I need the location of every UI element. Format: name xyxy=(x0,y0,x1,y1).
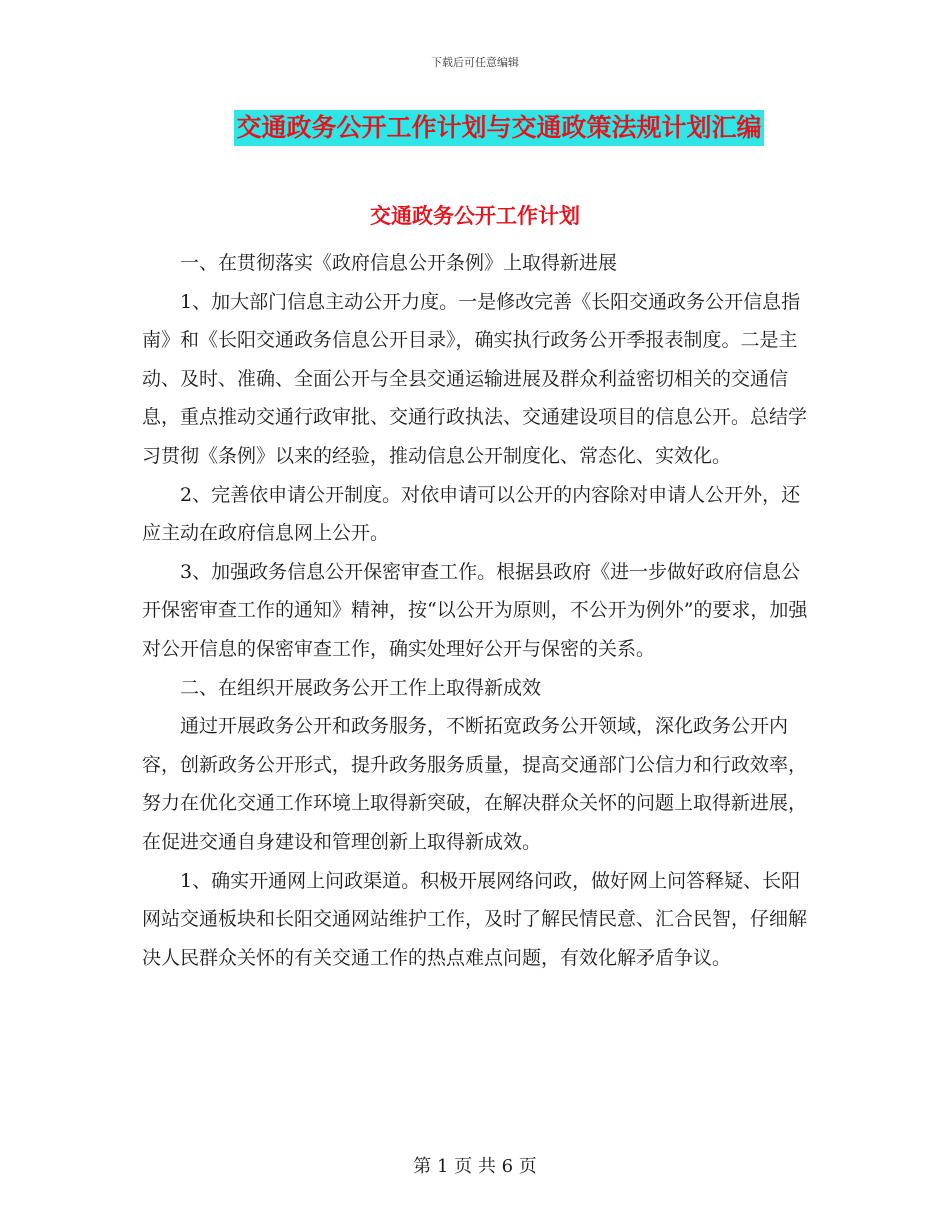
paragraph: 通过开展政务公开和政务服务，不断拓宽政务公开领域，深化政务公开内容，创新政务公开形式，提升政务服务质量，提高交通部门公信力和行政效率，努力在优化交通工作环境上取得新突破，在解决群众关怀的问题上取得新进展，在促进交通自身建设和管理创新上取得新成效。 xyxy=(142,715,808,853)
paragraph: 1、确实开通网上问政渠道。积极开展网络问政，做好网上问答释疑、长阳网站交通板块和长阳交通网站维护工作，及时了解民情民意、汇合民智，仔细解决人民群众关怀的有关交通工作的热点难点问题，有效化解矛盾争议。 xyxy=(142,869,808,969)
paragraph-heading-1: 一、在贯彻落实《政府信息公开条例》上取得新进展 xyxy=(180,252,618,274)
paragraph: 1、加大部门信息主动公开力度。一是修改完善《长阳交通政务公开信息指南》和《长阳交通政务信息公开目录》，确实执行政务公开季报表制度。二是主动、及时、准确、全面公开与全县交通运输进展及群众利益密切相关的交通信息，重点推动交通行政审批、交通行政执法、交通建设项目的信息公开。总结学习贯彻《条例》以来的经验，推动信息公开制度化、常态化、实效化。 xyxy=(142,290,808,467)
paragraph: 3、加强政务信息公开保密审查工作。根据县政府《进一步做好政府信息公开保密审查工作的通知》精神，按“以公开为原则，不公开为例外”的要求，加强对公开信息的保密审查工作，确实处理好公开与保密的关系。 xyxy=(142,560,808,660)
paragraph: 2、完善依申请公开制度。对依申请可以公开的内容除对申请人公开外，还应主动在政府信息网上公开。 xyxy=(142,483,801,545)
section-title: 交通政务公开工作计划 xyxy=(370,204,580,228)
document-title xyxy=(0,110,950,146)
document-body xyxy=(142,244,814,977)
paragraph-heading-2: 二、在组织开展政务公开工作上取得新成效 xyxy=(180,676,542,699)
header-note: 下载后可任意编辑 xyxy=(431,56,519,69)
document-title-text: 交通政务公开工作计划与交通政策法规计划汇编 xyxy=(234,110,763,146)
page-footer: 第 1 页 共 6 页 xyxy=(413,1156,537,1177)
